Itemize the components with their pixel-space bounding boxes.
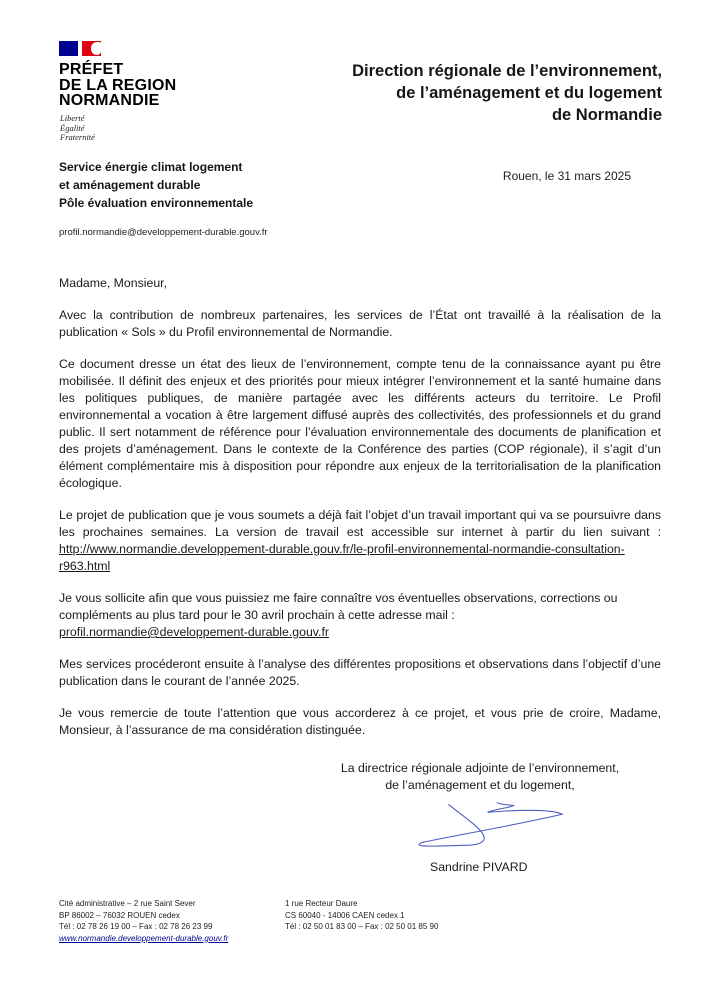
devise-line: Fraternité (60, 132, 95, 142)
direction-line: Direction régionale de l’environnement, (352, 62, 662, 80)
direction-line: de Normandie (551, 106, 662, 124)
devise (60, 114, 95, 143)
flag-white-band (78, 41, 82, 56)
flag-blue-band (59, 41, 78, 56)
paragraph-with-email (59, 590, 661, 641)
header-contact-email: profil.normandie@developpement-durable.gouv.fr (59, 227, 268, 238)
signatory-title (320, 760, 640, 794)
contact-email-link[interactable]: profil.normandie@developpement-durable.gouv.fr (59, 625, 329, 639)
footer-line: BP 86002 – 76032 ROUEN cedex (59, 910, 180, 920)
letter-date: Rouen, le 31 mars 2025 (502, 169, 631, 183)
prefet-line: NORMANDIE (59, 92, 160, 109)
republique-francaise-flag-logo (59, 41, 101, 56)
paragraph: Mes services procéderont ensuite à l’analyse des différentes propositions et observations dans l’objectif d’une publication dans le courant de l’année 2025. (59, 657, 661, 688)
handwritten-signature-icon (405, 796, 570, 851)
paragraph-text: Je vous sollicite afin que vous puissiez me faire connaître vos éventuelles observations, corrections ou compléments au plus tard pour le 30 avril prochain à cette adresse mail : (59, 591, 618, 622)
paragraph: Avec la contribution de nombreux partenaires, les services de l’État ont travaillé à la réalisation de la publication « Sols » du Profil environnemental de Normandie. (59, 308, 661, 339)
signatory-title-line: La directrice régionale adjointe de l’environnement, (340, 761, 620, 775)
service-line: et aménagement durable (59, 178, 201, 192)
signer-name: Sandrine PIVARD (430, 860, 528, 874)
paragraph: Ce document dresse un état des lieux de l’environnement, compte tenu de la connaissance ayant pu être mobilisée. Il définit des enjeux et des priorités pour mieux intégrer l’environnement et la santé humaine dans les politiques publiques, de manière partagée avec les différents acteurs du territoire. Le Profil environnemental a vocation à être largement diffusé auprès des collectivités, des professionnels et du grand public. Il sert notamment de référence pour l’évaluation environnementale des documents de planification et des projets d’aménagement. Dans le contexte de la Conférence des parties (COP régionale), il s’agit d’un élément complémentaire mis à disposition pour répondre aux enjeux de la territorialisation de la planification écologique. (59, 357, 661, 490)
footer-line: Cité administrative – 2 rue Saint Sever (59, 899, 196, 908)
paragraph: Je vous remercie de toute l’attention que vous accorderez à ce projet, et vous prie de croire, Madame, Monsieur, à l’assurance de ma considération distinguée. (59, 706, 661, 737)
footer-rouen-address (59, 898, 228, 944)
footer-line: Tél : 02 50 01 83 00 – Fax : 02 50 01 85 90 (285, 922, 439, 931)
footer-line: Tél : 02 78 26 19 00 – Fax : 02 78 26 23 99 (59, 922, 213, 931)
prefet-logo-text (59, 62, 176, 109)
service-line: Service énergie climat logement (59, 160, 243, 174)
signatory-title-line: de l’aménagement et du logement, (385, 778, 575, 792)
direction-line: de l’aménagement et du logement (396, 84, 662, 102)
prefet-line: DE LA REGION (59, 76, 177, 94)
prefet-line: PRÉFET (59, 61, 124, 78)
paragraph-with-link (59, 507, 661, 575)
website-link[interactable]: www.normandie.developpement-durable.gouv.fr (59, 933, 229, 943)
footer-caen-address (285, 898, 438, 933)
devise-line: Égalité (60, 122, 85, 133)
marianne-icon (91, 42, 101, 55)
footer-line: 1 rue Recteur Daure (285, 899, 358, 908)
paragraph-text: Le projet de publication que je vous soumets a déjà fait l’objet d’un travail important qui va se poursuivre dans les prochaines semaines. La version de travail est accessible sur internet à partir du lien suivant : (59, 508, 661, 539)
footer-line: CS 60040 - 14006 CAEN cedex 1 (285, 910, 405, 920)
devise-line: Liberté (60, 113, 85, 123)
consultation-link[interactable]: http://www.normandie.developpement-durable.gouv.fr/le-profil-environnemental-normandie-consultation-r963.html (59, 542, 625, 573)
direction-title (302, 60, 662, 126)
salutation: Madame, Monsieur, (59, 276, 167, 290)
service-line: Pôle évaluation environnementale (59, 196, 254, 210)
letter-body (59, 275, 661, 754)
service-block (59, 158, 253, 212)
